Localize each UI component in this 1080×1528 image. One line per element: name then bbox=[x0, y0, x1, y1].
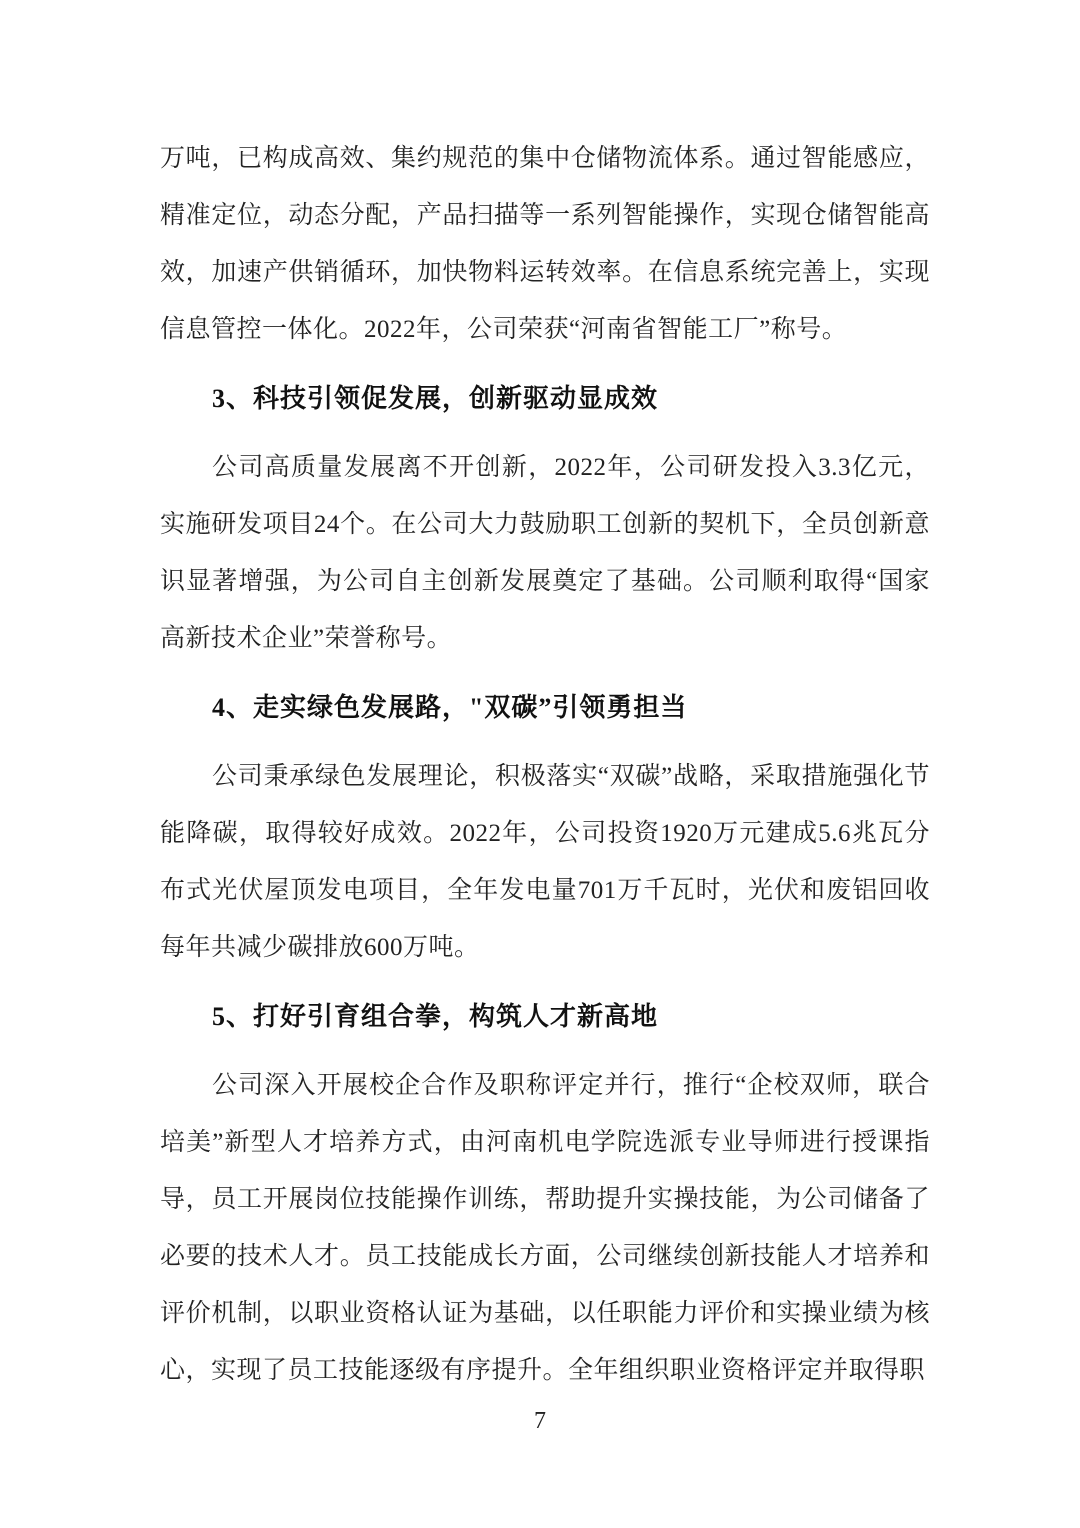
page-number: 7 bbox=[534, 1408, 546, 1434]
heading-section-4-green-development: 4、走实绿色发展路，"双碳”引领勇担当 bbox=[212, 693, 688, 722]
page-content bbox=[160, 130, 930, 1399]
paragraph-warehouse-logistics: 万吨，已构成高效、集约规范的集中仓储物流体系。通过智能感应，精准定位，动态分配，产品扫描等一系列智能操作，实现仓储智能高效，加速产供销循环，加快物料运转效率。在信息系统完善上，实现信息管控一体化。2022年，公司荣获“河南省智能工厂”称号。 bbox=[160, 145, 930, 343]
heading-section-5-talent-development: 5、打好引育组合拳，构筑人才新高地 bbox=[212, 1002, 659, 1031]
heading-section-3-technology-innovation: 3、科技引领促发展，创新驱动显成效 bbox=[212, 384, 659, 413]
paragraph-dual-carbon: 公司秉承绿色发展理论，积极落实“双碳”战略，采取措施强化节能降碳，取得较好成效。2022年，公司投资1920万元建成5.6兆瓦分布式光伏屋顶发电项目，全年发电量701万千瓦时，光伏和废铝回收每年共减少碳排放600万吨。 bbox=[160, 763, 930, 961]
paragraph-rd-investment: 公司高质量发展离不开创新，2022年，公司研发投入3.3亿元，实施研发项目24个。在公司大力鼓励职工创新的契机下，全员创新意识显著增强，为公司自主创新发展奠定了基础。公司顺利取得“国家高新技术企业”荣誉称号。 bbox=[160, 454, 930, 652]
paragraph-talent-training: 公司深入开展校企合作及职称评定并行，推行“企校双师，联合培美”新型人才培养方式，由河南机电学院选派专业导师进行授课指导，员工开展岗位技能操作训练，帮助提升实操技能，为公司储备了必要的技术人才。员工技能成长方面，公司继续创新技能人才培养和评价机制，以职业资格认证为基础，以任职能力评价和实操业绩为核心，实现了员工技能逐级有序提升。全年组织职业资格评定并取得职 bbox=[160, 1072, 930, 1384]
